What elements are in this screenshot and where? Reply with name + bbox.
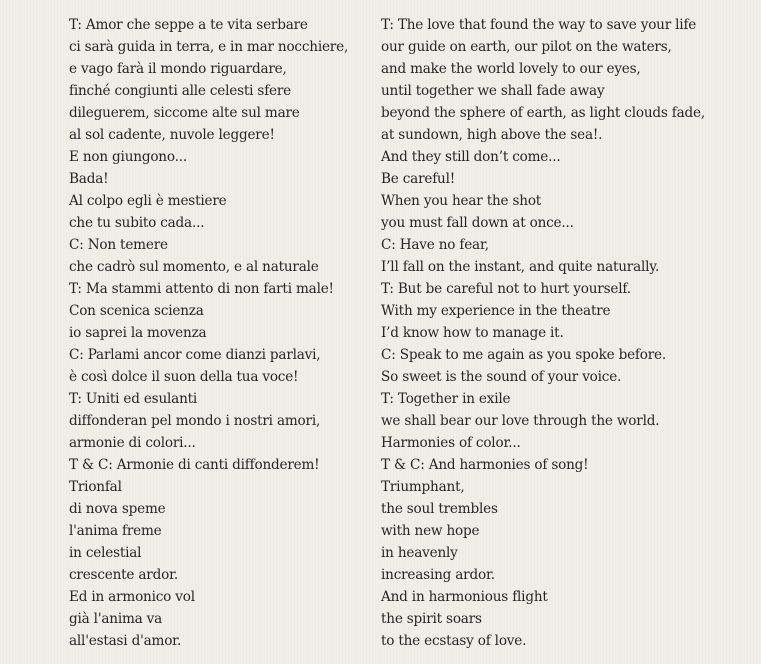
english-line: with new hope	[381, 523, 480, 539]
english-line: Be careful!	[381, 171, 456, 187]
italian-line: al sol cadente, nuvole leggere!	[69, 127, 275, 143]
italian-line: è così dolce il suon della tua voce!	[69, 369, 299, 385]
italian-line: e vago farà il mondo riguardare,	[69, 61, 287, 77]
italian-line: Bada!	[69, 171, 109, 187]
italian-line: T: Ma stammi attento di non farti male!	[69, 281, 334, 297]
italian-line: E non giungono...	[69, 149, 187, 165]
english-line: and make the world lovely to our eyes,	[381, 61, 641, 77]
italian-line: armonie di colori...	[69, 435, 196, 451]
italian-line: Trionfal	[69, 479, 122, 495]
italian-line: T: Amor che seppe a te vita serbare	[69, 17, 308, 33]
english-line: I’ll fall on the instant, and quite naturally.	[381, 259, 660, 275]
italian-line: l'anima freme	[69, 523, 162, 539]
italian-text-column	[69, 14, 369, 652]
italian-line: ci sarà guida in terra, e in mar nocchiere,	[69, 39, 349, 55]
italian-line: diffonderan pel mondo i nostri amori,	[69, 413, 321, 429]
english-line: increasing ardor.	[381, 567, 495, 583]
italian-line: io saprei la movenza	[69, 325, 207, 341]
english-line: When you hear the shot	[381, 193, 542, 209]
italian-line: che cadrò sul momento, e al naturale	[69, 259, 319, 275]
english-line: the soul trembles	[381, 501, 498, 517]
italian-line: C: Non temere	[69, 237, 168, 253]
english-line: to the ecstasy of love.	[381, 633, 527, 649]
english-line: T: But be careful not to hurt yourself.	[381, 281, 631, 297]
english-line: we shall bear our love through the world.	[381, 413, 660, 429]
italian-line: già l'anima va	[69, 611, 163, 627]
italian-line: T & C: Armonie di canti diffonderem!	[69, 457, 320, 473]
english-line: the spirit soars	[381, 611, 482, 627]
english-line: And in harmonious flight	[381, 589, 548, 605]
italian-line: Ed in armonico vol	[69, 589, 195, 605]
english-line: you must fall down at once...	[381, 215, 574, 231]
english-line: Harmonies of color...	[381, 435, 521, 451]
italian-line: Al colpo egli è mestiere	[69, 193, 227, 209]
english-line: C: Have no fear,	[381, 237, 489, 253]
english-line: our guide on earth, our pilot on the waters,	[381, 39, 672, 55]
italian-line: crescente ardor.	[69, 567, 178, 583]
italian-line: che tu subito cada...	[69, 215, 205, 231]
italian-line: C: Parlami ancor come dianzi parlavi,	[69, 347, 321, 363]
english-line: So sweet is the sound of your voice.	[381, 369, 622, 385]
italian-line: all'estasi d'amor.	[69, 633, 182, 649]
english-line: Triumphant,	[381, 479, 465, 495]
english-line: at sundown, high above the sea!.	[381, 127, 603, 143]
english-line: beyond the sphere of earth, as light clouds fade,	[381, 105, 705, 121]
english-line: And they still don’t come...	[381, 149, 561, 165]
italian-line: di nova speme	[69, 501, 166, 517]
italian-line: in celestial	[69, 545, 142, 561]
italian-line: dileguerem, siccome alte sul mare	[69, 105, 300, 121]
english-line: T: Together in exile	[381, 391, 511, 407]
english-line: until together we shall fade away	[381, 83, 605, 99]
italian-line: T: Uniti ed esulanti	[69, 391, 198, 407]
italian-line: finché congiunti alle celesti sfere	[69, 83, 292, 99]
english-text-column	[381, 14, 751, 652]
italian-line: Con scenica scienza	[69, 303, 204, 319]
english-line: C: Speak to me again as you spoke before.	[381, 347, 667, 363]
english-line: in heavenly	[381, 545, 458, 561]
english-line: T & C: And harmonies of song!	[381, 457, 589, 473]
english-line: T: The love that found the way to save your life	[381, 17, 697, 33]
english-line: I’d know how to manage it.	[381, 325, 564, 341]
english-line: With my experience in the theatre	[381, 303, 611, 319]
